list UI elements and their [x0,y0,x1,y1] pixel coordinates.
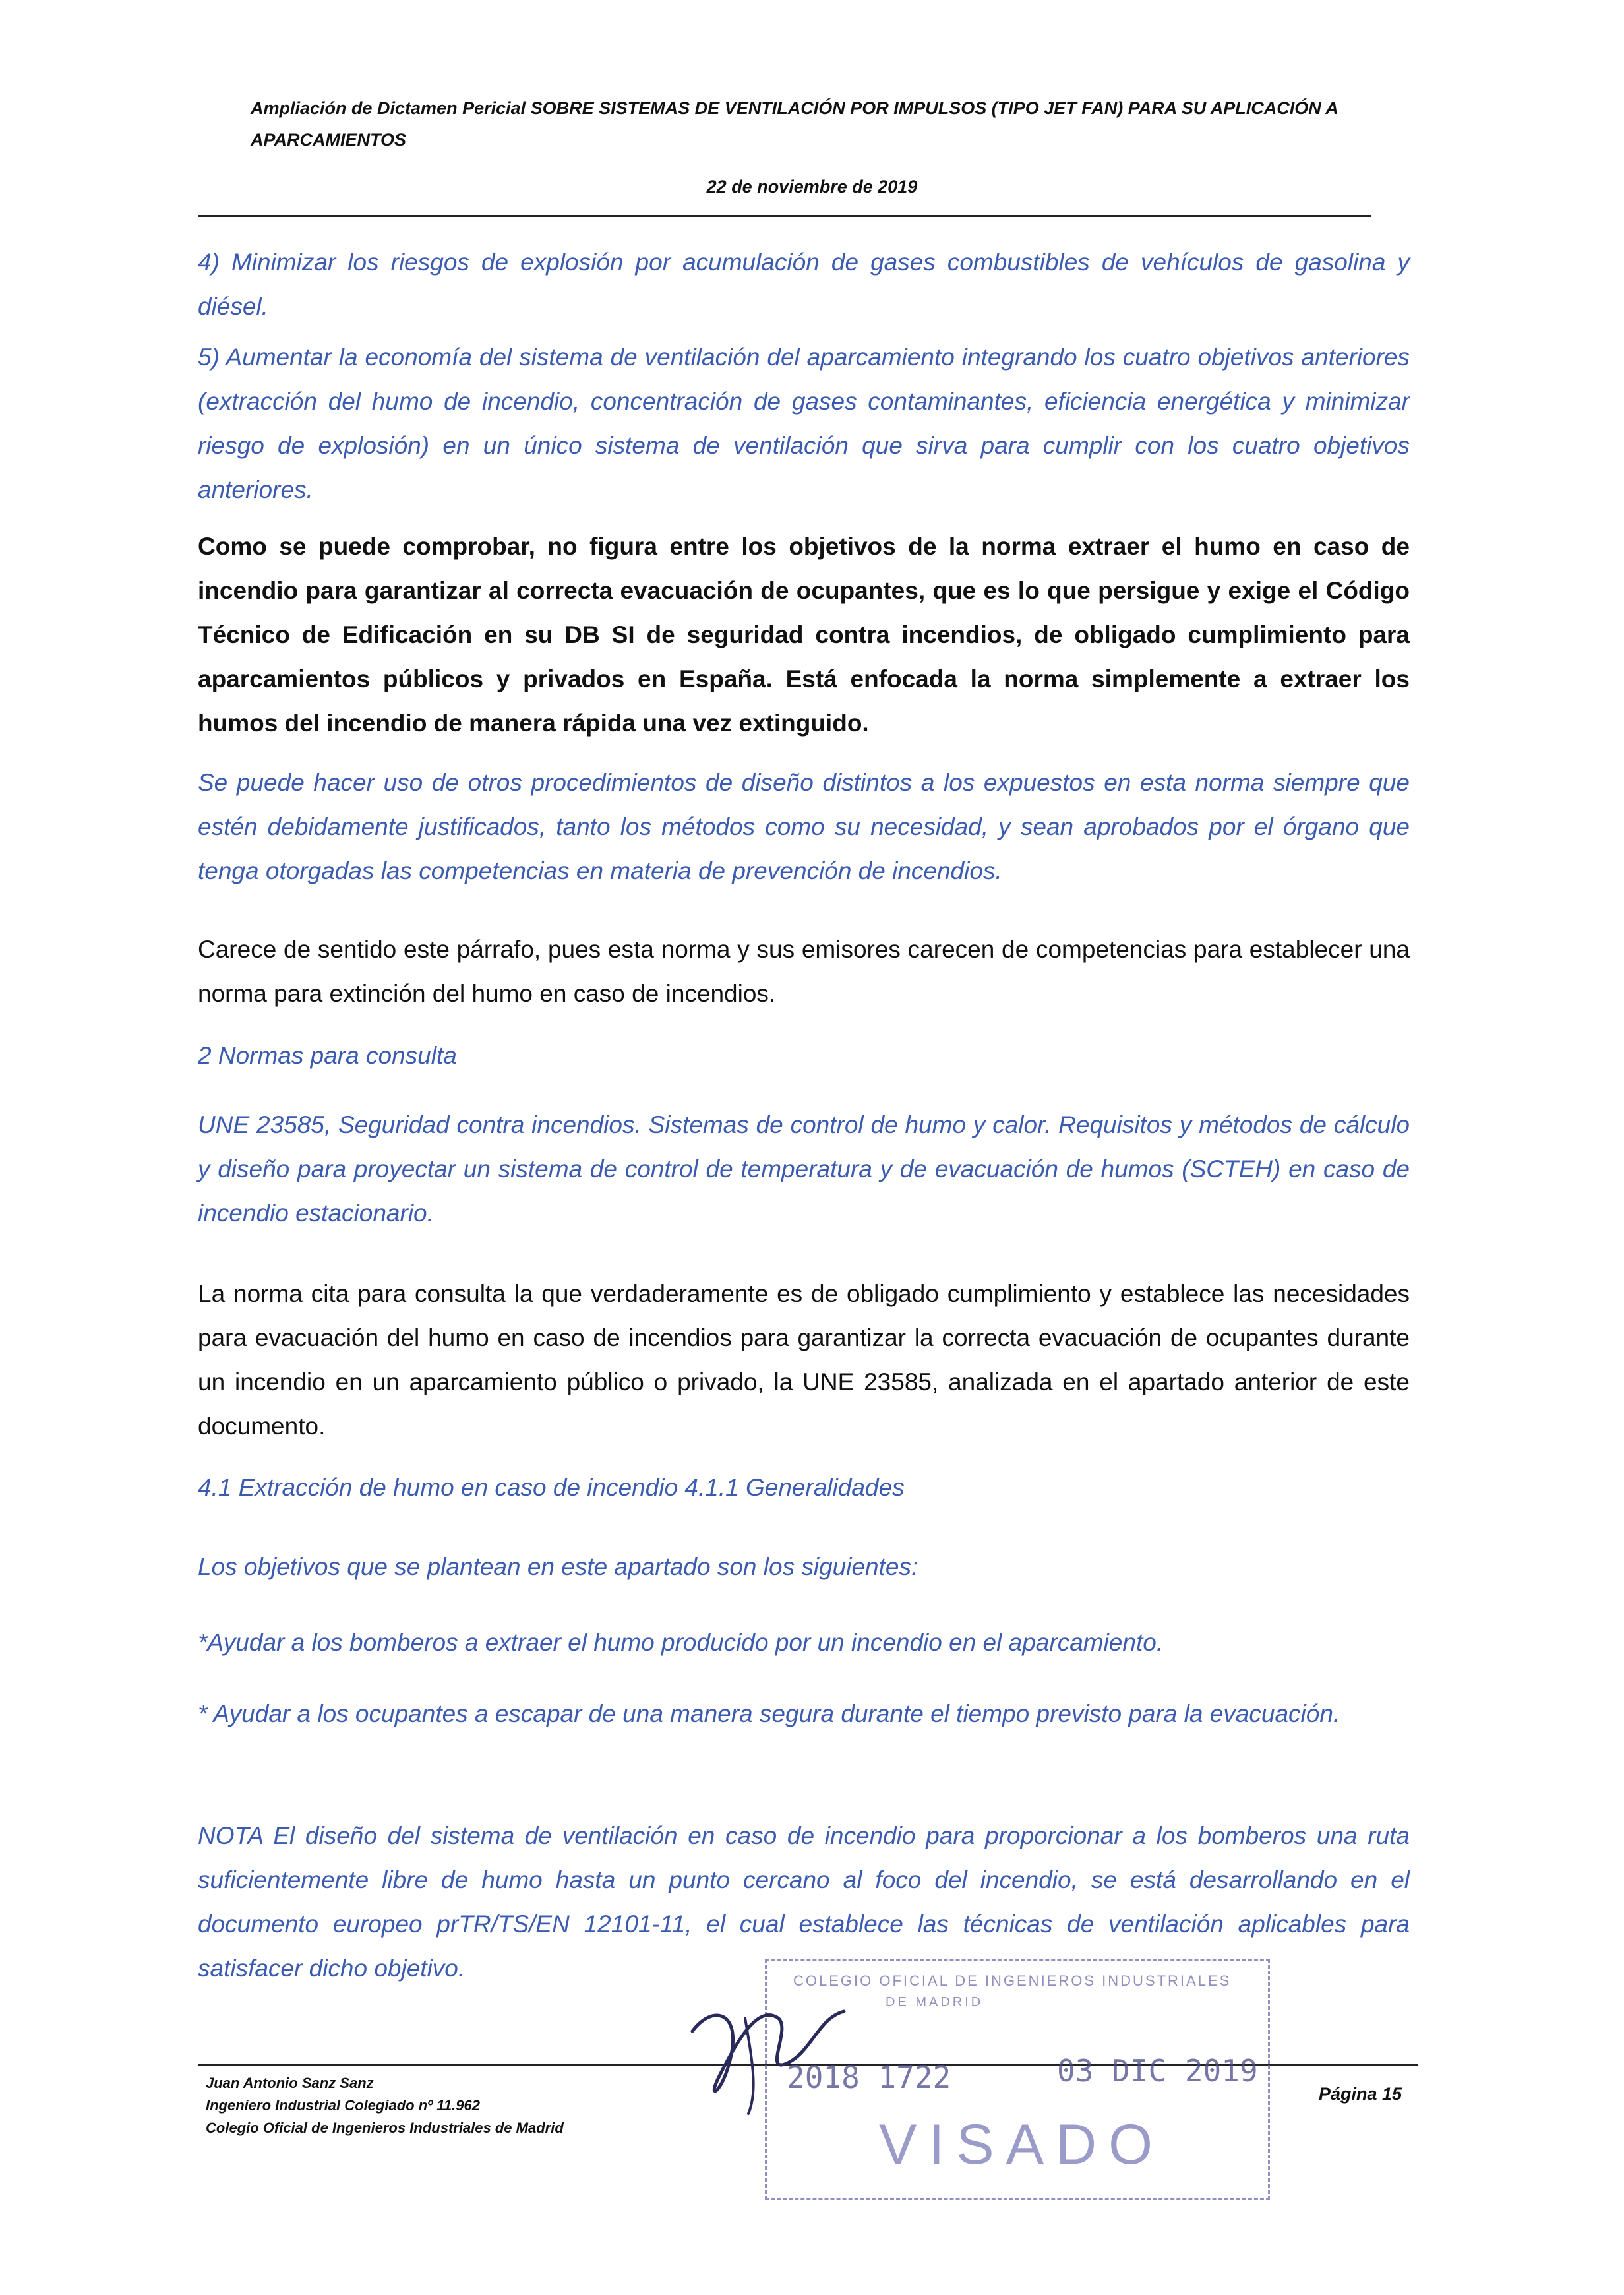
stamp-date: 03 DIC 2019 [1057,2053,1258,2089]
stamp-visado-label: VISADO [879,2113,1164,2176]
paragraph-commentary-une: La norma cita para consulta la que verdaderamente es de obligado cumplimiento y establece las necesidades para evacuación del humo en caso de incendios para garantizar la correcta evacuación de ocupantes durante un incendio en un aparcamiento público o privado, la UNE 23585, analizada en el apartado anterior de este documento. [198,1280,1410,1440]
header-title: Ampliación de Dictamen Pericial SOBRE SISTEMAS DE VENTILACIÓN POR IMPULSOS (TIPO JET FAN) PARA SU APLICACIÓN A APARCAMIENTOS [251,98,1338,150]
footer-author: Juan Antonio Sanz Sanz [206,2075,374,2091]
paragraph-quote-procedures: Se puede hacer uso de otros procedimientos de diseño distintos a los expuestos en esta norma siempre que estén debidamente justificados, tanto los métodos como su necesidad, y sean aprobados por el órgano que tenga otorgadas las competencias en materia de prevención de incendios. [198,769,1410,884]
section-heading-extraccion: 4.1 Extracción de humo en caso de incendio 4.1.1 Generalidades [198,1474,905,1501]
page-number: Página 15 [1319,2084,1402,2104]
paragraph-quote-objectives-intro: Los objetivos que se plantean en este apartado son los siguientes: [198,1553,918,1580]
paragraph-quote-bomberos: *Ayudar a los bomberos a extraer el humo producido por un incendio en el aparcamiento. [198,1629,1164,1656]
paragraph-quote-nota: NOTA El diseño del sistema de ventilación en caso de incendio para proporcionar a los bomberos una ruta suficientemente libre de humo hasta un punto cercano al foco del incendio, se está desarrollando en el documento europeo prTR/TS/EN 12101-11, el cual establece las técnicas de ventilación aplicables para satisfacer dicho objetivo. [198,1822,1410,1982]
paragraph-commentary-competences: Carece de sentido este párrafo, pues esta norma y sus emisores carecen de competencias para establecer una norma para extinción del humo en caso de incendios. [198,936,1410,1007]
paragraph-quote-ocupantes: * Ayudar a los ocupantes a escapar de una manera segura durante el tiempo previsto para la evacuación. [198,1700,1340,1727]
paragraph-commentary-bold: Como se puede comprobar, no figura entre los objetivos de la norma extraer el humo en caso de incendio para garantizar al correcta evacuación de ocupantes, que es lo que persigue y exige el Código Técnico de Edificación en su DB SI de seguridad contra incendios, de obligado cumplimiento para aparcamientos públicos y privados en España. Está enfocada la norma simplemente a extraer los humos del incendio de manera rápida una vez extinguido. [198,533,1410,737]
section-heading-normas: 2 Normas para consulta [198,1042,457,1069]
header-rule [198,215,1371,217]
footer-college: Colegio Oficial de Ingenieros Industriales de Madrid [206,2120,564,2136]
paragraph-quote-une-23585: UNE 23585, Seguridad contra incendios. Sistemas de control de humo y calor. Requisitos y métodos de cálculo y diseño para proyectar un sistema de control de temperatura y de evacuación de humos (SCTEH) en caso de incendio estacionario. [198,1111,1410,1227]
footer-signatory [206,2072,564,2139]
stamp-header: COLEGIO OFICIAL DE INGENIEROS INDUSTRIALES [793,1973,1232,1989]
paragraph-quote-objective-4: 4) Minimizar los riesgos de explosión por acumulación de gases combustibles de vehículos de gasolina y diésel. [198,249,1410,320]
footer-credential: Ingeniero Industrial Colegiado nº 11.962 [206,2097,480,2114]
header-date: 22 de noviembre de 2019 [706,177,918,197]
signature-mark [686,1992,851,2117]
paragraph-quote-objective-5: 5) Aumentar la economía del sistema de ventilación del aparcamiento integrando los cuatro objetivos anteriores (extracción del humo de incendio, concentración de gases contaminantes, eficiencia energética y minimizar riesgo de explosión) en un único sistema de ventilación que sirva para cumplir con los cuatro objetivos anteriores. [198,344,1410,503]
stamp-header-2: DE MADRID [886,1995,984,2009]
stamp-number: 2018 1722 [787,2060,951,2095]
